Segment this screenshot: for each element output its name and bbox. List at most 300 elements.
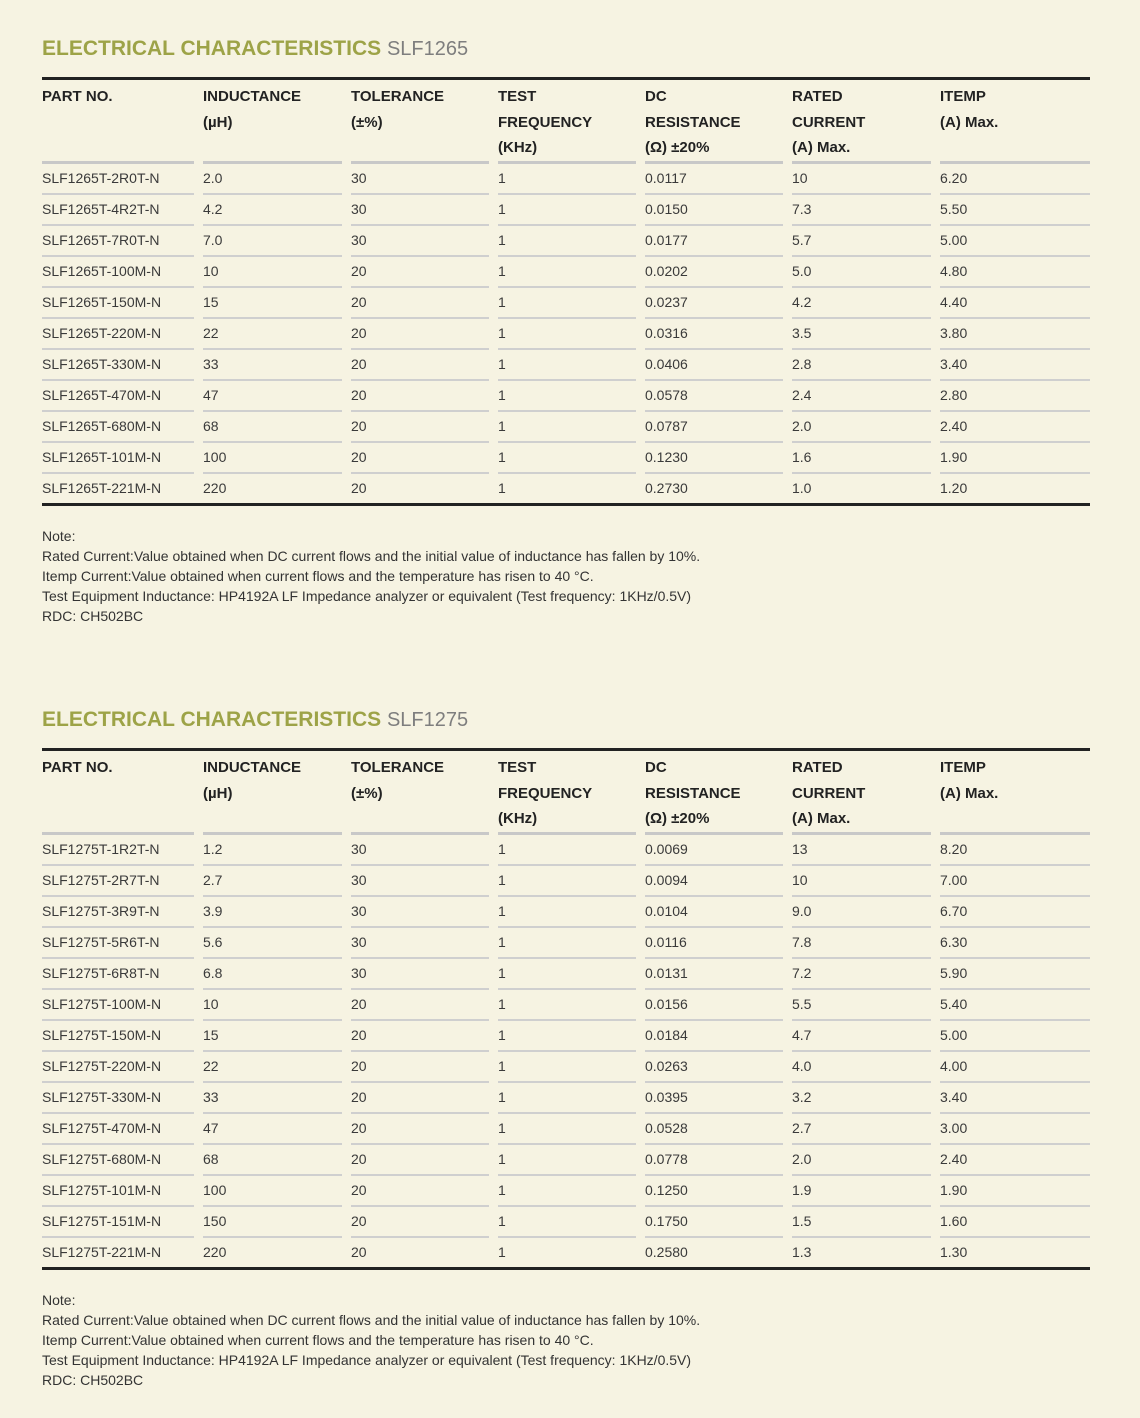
column-header-line: TEST: [498, 88, 537, 105]
table-cell: 1: [498, 1114, 645, 1145]
table-cell: 0.0578: [645, 381, 792, 412]
column-rule-gap: [342, 1205, 351, 1207]
table-cell: SLF1265T-470M-N: [42, 381, 203, 412]
table-cell: 3.9: [203, 897, 351, 928]
table-cell: 20: [351, 257, 498, 288]
table-cell: 10: [792, 164, 940, 195]
column-rule-gap: [931, 957, 940, 959]
table-row: [42, 897, 1090, 928]
column-rule-gap: [342, 1143, 351, 1145]
table-cell: 2.0: [792, 412, 940, 443]
table-cell: 0.0237: [645, 288, 792, 319]
column-rule-gap: [783, 1050, 792, 1052]
table-cell: 1: [498, 1238, 645, 1267]
column-rule-gap: [636, 286, 645, 288]
column-rule-gap: [783, 441, 792, 443]
table-cell: 4.2: [203, 195, 351, 226]
table-cell: 0.0150: [645, 195, 792, 226]
section-title-main: ELECTRICAL CHARACTERISTICS: [42, 37, 382, 60]
table-cell: SLF1275T-100M-N: [42, 990, 203, 1021]
column-header-line: CURRENT: [792, 784, 866, 802]
column-rule-gap: [636, 895, 645, 897]
table-cell: 0.0787: [645, 412, 792, 443]
column-header-line: TEST: [498, 759, 537, 776]
column-rule-gap: [931, 348, 940, 350]
column-rule-gap: [342, 317, 351, 319]
table-cell: 10: [203, 990, 351, 1021]
table-cell: 0.1750: [645, 1207, 792, 1238]
table-cell: 30: [351, 897, 498, 928]
note-line: RDC: CH502BC: [42, 1371, 144, 1388]
table-row: [42, 226, 1090, 257]
section-title: [42, 708, 1090, 748]
column-rule-gap: [931, 441, 940, 443]
table-cell: 0.0094: [645, 866, 792, 897]
table-cell: SLF1275T-2R7T-N: [42, 866, 203, 897]
column-header: [351, 80, 498, 164]
section-slf1265: [42, 37, 1090, 626]
column-rule-gap: [342, 410, 351, 412]
table-cell: 1: [498, 350, 645, 381]
table-cell: 150: [203, 1207, 351, 1238]
column-rule-gap: [783, 161, 792, 164]
table-cell: 20: [351, 990, 498, 1021]
column-rule-gap: [783, 926, 792, 928]
column-header-line: PART NO.: [42, 88, 113, 105]
column-header: [792, 80, 940, 164]
column-rule-gap: [931, 895, 940, 897]
note-line: Test Equipment Inductance: HP4192A LF Impedance analyzer or equivalent (Test frequency: 1KHz/0.5V): [42, 587, 692, 604]
table-cell: 6.30: [940, 928, 1090, 959]
table-cell: 1: [498, 288, 645, 319]
column-rule-gap: [931, 1174, 940, 1176]
table-cell: 20: [351, 1145, 498, 1176]
column-rule-gap: [342, 957, 351, 959]
table-cell: 15: [203, 288, 351, 319]
column-rule-gap: [342, 193, 351, 195]
column-rule-gap: [342, 1112, 351, 1114]
column-rule-gap: [931, 1143, 940, 1145]
column-rule-gap: [636, 161, 645, 164]
notes-block: [42, 526, 1090, 626]
table-cell: SLF1265T-101M-N: [42, 443, 203, 474]
column-rule-gap: [783, 832, 792, 835]
column-rule-gap: [636, 1143, 645, 1145]
column-header-line: (A) Max.: [792, 139, 851, 157]
column-rule-gap: [489, 1112, 498, 1114]
column-rule-gap: [342, 1050, 351, 1052]
table-cell: 30: [351, 928, 498, 959]
note-line: Rated Current:Value obtained when DC current flows and the initial value of inductance has fallen by 10%.: [42, 1311, 701, 1328]
column-header-line: CURRENT: [792, 113, 866, 131]
table-cell: 1: [498, 928, 645, 959]
column-rule-gap: [931, 1081, 940, 1083]
column-header-line: TOLERANCE: [351, 759, 445, 776]
column-rule-gap: [489, 379, 498, 381]
column-rule-gap: [489, 864, 498, 866]
column-rule-gap: [636, 441, 645, 443]
column-rule-gap: [783, 1143, 792, 1145]
column-rule-gap: [636, 410, 645, 412]
table-cell: 22: [203, 1052, 351, 1083]
column-rule-gap: [636, 193, 645, 195]
column-header: [498, 80, 645, 164]
table-row: [42, 288, 1090, 319]
table-row: [42, 1114, 1090, 1145]
column-rule-gap: [636, 224, 645, 226]
table-cell: 2.0: [203, 164, 351, 195]
table-row: [42, 928, 1090, 959]
table-cell: 13: [792, 835, 940, 866]
column-rule-gap: [931, 472, 940, 474]
table-cell: SLF1265T-221M-N: [42, 474, 203, 503]
column-rule-gap: [783, 255, 792, 257]
table-cell: 0.0131: [645, 959, 792, 990]
table-cell: SLF1265T-220M-N: [42, 319, 203, 350]
table-cell: 100: [203, 1176, 351, 1207]
column-rule-gap: [783, 410, 792, 412]
column-rule-gap: [783, 864, 792, 866]
column-rule-gap: [194, 348, 203, 350]
table-cell: 30: [351, 835, 498, 866]
table-row: [42, 195, 1090, 226]
table-header-row: [42, 80, 1090, 164]
table-cell: 20: [351, 381, 498, 412]
table-cell: 7.3: [792, 195, 940, 226]
table-cell: SLF1275T-221M-N: [42, 1238, 203, 1267]
column-header-line: (KHz): [498, 139, 538, 157]
column-rule-gap: [783, 1174, 792, 1176]
table-cell: 1.5: [792, 1207, 940, 1238]
column-header: [940, 80, 1090, 164]
column-rule-gap: [489, 1081, 498, 1083]
table-cell: 2.4: [792, 381, 940, 412]
table-cell: 0.0104: [645, 897, 792, 928]
table-cell: 30: [351, 164, 498, 195]
table-cell: 2.40: [940, 1145, 1090, 1176]
column-header-line: (µH): [203, 113, 233, 131]
column-rule-gap: [783, 895, 792, 897]
column-rule-gap: [931, 224, 940, 226]
table-cell: SLF1275T-1R2T-N: [42, 835, 203, 866]
table-cell: 20: [351, 1176, 498, 1207]
column-header: [940, 751, 1090, 835]
column-rule-gap: [489, 1174, 498, 1176]
table-cell: SLF1265T-680M-N: [42, 412, 203, 443]
column-rule-gap: [636, 1174, 645, 1176]
table-row: [42, 866, 1090, 897]
column-rule-gap: [931, 1112, 940, 1114]
table-cell: 7.0: [203, 226, 351, 257]
table-cell: 3.5: [792, 319, 940, 350]
column-rule-gap: [489, 1143, 498, 1145]
table-cell: 1.20: [940, 474, 1090, 503]
table-row: [42, 835, 1090, 866]
table-cell: 3.40: [940, 1083, 1090, 1114]
table-cell: 68: [203, 412, 351, 443]
table-row: [42, 990, 1090, 1021]
note-line: RDC: CH502BC: [42, 607, 144, 624]
table-cell: 20: [351, 350, 498, 381]
column-rule-gap: [489, 193, 498, 195]
column-rule-gap: [783, 1236, 792, 1238]
column-rule-gap: [636, 1112, 645, 1114]
column-rule-gap: [636, 379, 645, 381]
column-rule-gap: [489, 957, 498, 959]
table-cell: SLF1275T-3R9T-N: [42, 897, 203, 928]
table-cell: 30: [351, 866, 498, 897]
table-cell: 0.2730: [645, 474, 792, 503]
column-rule-gap: [636, 348, 645, 350]
column-rule-gap: [931, 193, 940, 195]
column-rule-gap: [489, 317, 498, 319]
column-rule-gap: [342, 286, 351, 288]
table-cell: 1: [498, 835, 645, 866]
column-rule-gap: [342, 348, 351, 350]
column-rule-gap: [783, 472, 792, 474]
spec-table: [42, 748, 1090, 1270]
table-row: [42, 1052, 1090, 1083]
column-rule-gap: [783, 957, 792, 959]
table-cell: 1: [498, 1207, 645, 1238]
column-rule-gap: [931, 1050, 940, 1052]
table-cell: SLF1265T-2R0T-N: [42, 164, 203, 195]
column-rule-gap: [636, 472, 645, 474]
table-cell: 1.90: [940, 1176, 1090, 1207]
column-header: [351, 751, 498, 835]
table-row: [42, 474, 1090, 503]
table-cell: 20: [351, 1114, 498, 1145]
table-cell: 0.0778: [645, 1145, 792, 1176]
column-rule-gap: [194, 472, 203, 474]
table-cell: 33: [203, 350, 351, 381]
table-cell: 6.8: [203, 959, 351, 990]
column-header-line: (µH): [203, 784, 233, 802]
column-rule-gap: [931, 864, 940, 866]
column-rule-gap: [489, 988, 498, 990]
note-line: Itemp Current:Value obtained when current flows and the temperature has risen to 40 °C.: [42, 567, 594, 584]
column-header: [42, 80, 203, 164]
column-header-line: RATED: [792, 88, 843, 105]
table-row: [42, 1238, 1090, 1267]
table-cell: 0.0316: [645, 319, 792, 350]
column-rule-gap: [636, 1205, 645, 1207]
table-cell: SLF1275T-150M-N: [42, 1021, 203, 1052]
table-row: [42, 412, 1090, 443]
table-cell: 5.50: [940, 195, 1090, 226]
column-rule-gap: [783, 193, 792, 195]
section-slf1275: [42, 708, 1090, 1390]
table-cell: 47: [203, 1114, 351, 1145]
column-rule-gap: [194, 1205, 203, 1207]
table-cell: SLF1265T-7R0T-N: [42, 226, 203, 257]
table-cell: 0.0117: [645, 164, 792, 195]
table-cell: 3.2: [792, 1083, 940, 1114]
column-rule-gap: [342, 864, 351, 866]
column-rule-gap: [489, 410, 498, 412]
column-rule-gap: [489, 895, 498, 897]
table-cell: 4.7: [792, 1021, 940, 1052]
table-cell: 1: [498, 257, 645, 288]
column-rule-gap: [194, 224, 203, 226]
table-cell: 0.0202: [645, 257, 792, 288]
table-cell: 10: [792, 866, 940, 897]
column-rule-gap: [194, 161, 203, 164]
column-rule-gap: [931, 410, 940, 412]
column-rule-gap: [489, 472, 498, 474]
column-rule-gap: [194, 317, 203, 319]
table-cell: 1.6: [792, 443, 940, 474]
table-cell: 1: [498, 474, 645, 503]
table-cell: 20: [351, 443, 498, 474]
column-rule-gap: [783, 317, 792, 319]
table-cell: SLF1275T-151M-N: [42, 1207, 203, 1238]
note-line: Test Equipment Inductance: HP4192A LF Impedance analyzer or equivalent (Test frequency: 1KHz/0.5V): [42, 1351, 692, 1368]
table-cell: SLF1275T-330M-N: [42, 1083, 203, 1114]
column-rule-gap: [194, 286, 203, 288]
column-rule-gap: [342, 926, 351, 928]
column-rule-gap: [489, 255, 498, 257]
column-rule-gap: [636, 1236, 645, 1238]
column-header: [203, 751, 351, 835]
table-cell: SLF1275T-680M-N: [42, 1145, 203, 1176]
table-cell: 1: [498, 1145, 645, 1176]
table-cell: 0.0156: [645, 990, 792, 1021]
table-cell: 3.80: [940, 319, 1090, 350]
column-header-line: (A) Max.: [792, 810, 851, 828]
table-cell: 47: [203, 381, 351, 412]
table-row: [42, 1176, 1090, 1207]
column-rule-gap: [931, 161, 940, 164]
column-rule-gap: [931, 286, 940, 288]
table-cell: 0.0184: [645, 1021, 792, 1052]
table-cell: 30: [351, 226, 498, 257]
column-rule-gap: [489, 926, 498, 928]
column-rule-gap: [783, 286, 792, 288]
column-rule-gap: [194, 1236, 203, 1238]
column-rule-gap: [194, 895, 203, 897]
column-rule-gap: [194, 255, 203, 257]
column-header-line: INDUCTANCE: [203, 88, 302, 105]
column-rule-gap: [489, 286, 498, 288]
column-rule-gap: [489, 1236, 498, 1238]
column-header-line: (±%): [351, 113, 383, 131]
column-rule-gap: [636, 926, 645, 928]
section-title-model: SLF1265: [386, 38, 469, 60]
table-cell: SLF1265T-150M-N: [42, 288, 203, 319]
table-cell: 1: [498, 164, 645, 195]
table-row: [42, 443, 1090, 474]
column-rule-gap: [931, 926, 940, 928]
table-cell: 4.2: [792, 288, 940, 319]
column-rule-gap: [636, 1081, 645, 1083]
column-rule-gap: [931, 317, 940, 319]
column-rule-gap: [636, 1019, 645, 1021]
table-cell: 10: [203, 257, 351, 288]
table-row: [42, 1083, 1090, 1114]
table-cell: 0.0395: [645, 1083, 792, 1114]
table-cell: SLF1275T-5R6T-N: [42, 928, 203, 959]
column-rule-gap: [636, 317, 645, 319]
column-rule-gap: [489, 348, 498, 350]
column-rule-gap: [931, 988, 940, 990]
table-cell: 1: [498, 897, 645, 928]
column-header-line: FREQUENCY: [498, 113, 593, 131]
column-rule-gap: [931, 379, 940, 381]
column-rule-gap: [342, 1236, 351, 1238]
table-cell: 20: [351, 1052, 498, 1083]
table-cell: SLF1275T-6R8T-N: [42, 959, 203, 990]
table-cell: 2.40: [940, 412, 1090, 443]
table-cell: 1: [498, 1176, 645, 1207]
column-header-line: (A) Max.: [940, 113, 999, 131]
column-header: [203, 80, 351, 164]
table-cell: 220: [203, 474, 351, 503]
column-rule-gap: [783, 1205, 792, 1207]
column-rule-gap: [342, 1019, 351, 1021]
table-cell: 20: [351, 1207, 498, 1238]
column-rule-gap: [194, 193, 203, 195]
table-cell: 1: [498, 195, 645, 226]
table-cell: 1: [498, 990, 645, 1021]
table-cell: 0.1250: [645, 1176, 792, 1207]
column-rule-gap: [194, 832, 203, 835]
table-row: [42, 1145, 1090, 1176]
section-title: [42, 37, 1090, 77]
column-header-line: (Ω) ±20%: [645, 810, 710, 828]
column-rule-gap: [194, 1143, 203, 1145]
table-cell: 1: [498, 866, 645, 897]
table-cell: 15: [203, 1021, 351, 1052]
note-line: Rated Current:Value obtained when DC current flows and the initial value of inductance has fallen by 10%.: [42, 547, 701, 564]
table-cell: 7.8: [792, 928, 940, 959]
table-row: [42, 381, 1090, 412]
column-rule-gap: [342, 895, 351, 897]
column-header-line: ITEMP: [940, 88, 986, 105]
column-rule-gap: [489, 832, 498, 835]
table-cell: 3.40: [940, 350, 1090, 381]
column-rule-gap: [489, 224, 498, 226]
table-cell: 68: [203, 1145, 351, 1176]
column-rule-gap: [636, 988, 645, 990]
table-cell: 6.20: [940, 164, 1090, 195]
table-cell: 0.0069: [645, 835, 792, 866]
table-row: [42, 1207, 1090, 1238]
column-rule-gap: [636, 864, 645, 866]
table-cell: 5.5: [792, 990, 940, 1021]
table-cell: 0.0263: [645, 1052, 792, 1083]
column-rule-gap: [783, 988, 792, 990]
column-rule-gap: [342, 161, 351, 164]
table-cell: 3.00: [940, 1114, 1090, 1145]
table-cell: 0.2580: [645, 1238, 792, 1267]
column-header-line: ITEMP: [940, 759, 986, 776]
table-cell: 30: [351, 959, 498, 990]
table-cell: 22: [203, 319, 351, 350]
table-row: [42, 1021, 1090, 1052]
table-cell: 9.0: [792, 897, 940, 928]
table-cell: 1: [498, 412, 645, 443]
column-rule-gap: [194, 957, 203, 959]
column-rule-gap: [194, 1019, 203, 1021]
column-rule-gap: [194, 988, 203, 990]
column-header: [42, 751, 203, 835]
column-rule-gap: [194, 864, 203, 866]
column-header-line: (±%): [351, 784, 383, 802]
table-cell: SLF1275T-220M-N: [42, 1052, 203, 1083]
column-rule-gap: [636, 957, 645, 959]
table-cell: 5.00: [940, 226, 1090, 257]
